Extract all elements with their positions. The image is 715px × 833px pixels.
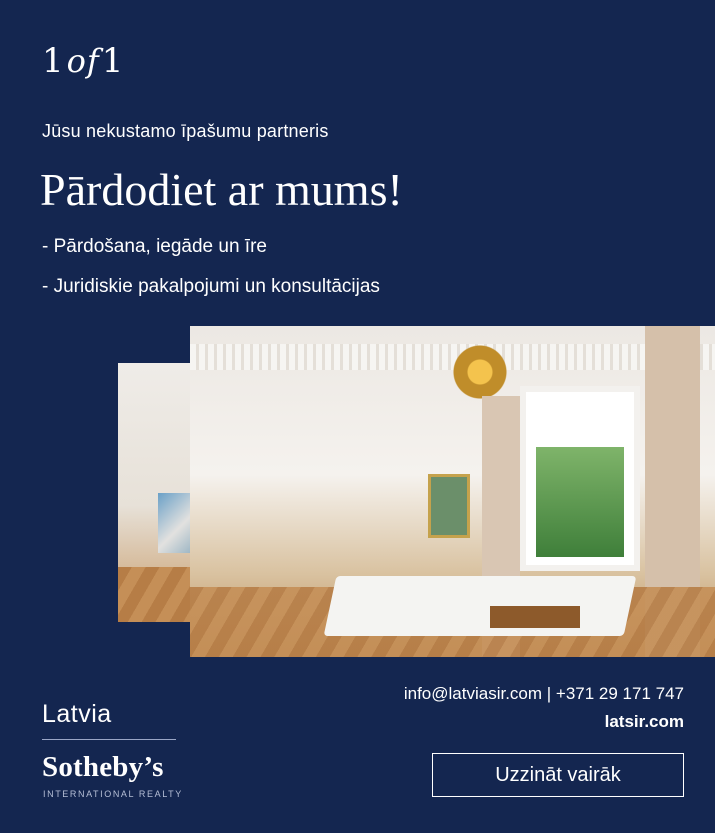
contact-line[interactable]: info@latviasir.com | +371 29 171 747 xyxy=(403,684,684,703)
painting xyxy=(428,474,470,538)
window xyxy=(520,386,640,571)
garden-view xyxy=(536,447,624,557)
service-item: - Pārdošana, iegāde un īre xyxy=(42,236,267,257)
dining-table xyxy=(324,576,637,636)
headline: Pārdodiet ar mums! xyxy=(40,164,403,215)
interior-photo-main xyxy=(190,326,715,657)
learn-more-button[interactable]: Uzzināt vairāk xyxy=(432,753,684,797)
logo-number-2: 1 xyxy=(101,41,125,81)
website-link[interactable]: latsir.com xyxy=(604,712,684,731)
brand-logo: Sotheby’s xyxy=(42,751,164,783)
chessboard xyxy=(490,606,580,628)
interior-photo-collage xyxy=(118,326,715,657)
one-of-one-logo xyxy=(42,41,125,81)
brand-divider xyxy=(42,739,176,740)
logo-number-1: 1 xyxy=(42,41,65,81)
service-list xyxy=(42,236,380,316)
logo-of: of xyxy=(66,42,100,80)
brand-subtitle: INTERNATIONAL REALTY xyxy=(43,789,183,799)
kicker-text: Jūsu nekustamo īpašumu partneris xyxy=(42,121,329,141)
brand-region: Latvia xyxy=(42,700,112,728)
service-item: - Juridiskie pakalpojumi un konsultācijas xyxy=(42,276,380,297)
